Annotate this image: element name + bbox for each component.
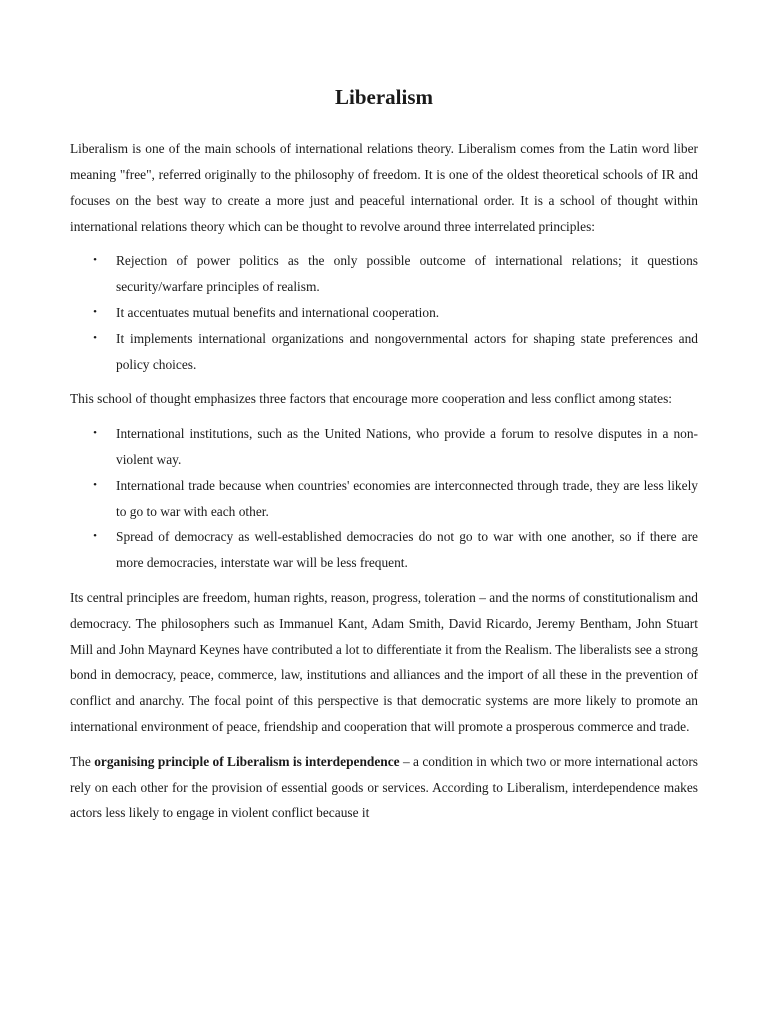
list-item [70, 248, 698, 300]
bullet-icon: • [93, 254, 97, 267]
factors-intro-paragraph: This school of thought emphasizes three factors that encourage more cooperation and less conflict among states: [70, 391, 673, 407]
bullet-icon: • [93, 331, 97, 344]
list-item-text: International trade because when countries' economies are interconnected through trade, they are less likely to go to war with each other. [116, 477, 698, 519]
list-item-text: It implements international organizations and nongovernmental actors for shaping state preferences and policy choices. [116, 330, 698, 372]
bullet-icon: • [93, 478, 97, 491]
interdependence-lead: The [70, 753, 95, 769]
list-item [70, 300, 698, 326]
principles-list [70, 248, 698, 377]
interdependence-paragraph [70, 749, 698, 826]
document-page [70, 85, 698, 835]
factors-list [70, 421, 698, 576]
bullet-icon: • [93, 427, 97, 440]
list-item-text: Rejection of power politics as the only possible outcome of international relations; it questions security/warfare principles of realism. [116, 253, 698, 295]
interdependence-rest: – a condition in which two or more international actors rely on each other for the provision of essential goods or services. According to Liberalism, interdependence makes actors less likely to engage in violent conflict because it [70, 753, 698, 821]
list-item [70, 524, 698, 576]
bullet-icon: • [93, 530, 97, 543]
list-item [70, 473, 698, 525]
list-item-text: Spread of democracy as well-established democracies do not go to war with one another, so if there are more democracies, interstate war will be less frequent. [116, 529, 698, 571]
list-item-text: It accentuates mutual benefits and international cooperation. [116, 304, 440, 320]
list-item-text: International institutions, such as the United Nations, who provide a forum to resolve disputes in a non-violent way. [116, 426, 698, 467]
bullet-icon: • [93, 305, 97, 318]
interdependence-bold-phrase: organising principle of Liberalism is interdependence [94, 753, 400, 769]
list-item [70, 326, 698, 378]
central-principles-paragraph: Its central principles are freedom, human rights, reason, progress, toleration – and the norms of constitutionalism and democracy. The philosophers such as Immanuel Kant, Adam Smith, David Ricardo, Jeremy Bentham, John Stuart Mill and John Maynard Keynes have contributed a lot to differentiate it from the Realism. The liberalists see a strong bond in democracy, peace, commerce, law, institutions and alliances and the import of all these in the prevention of conflict and anarchy. The focal point of this perspective is that democratic systems are more likely to promote an international environment of peace, friendship and cooperation that will promote a prosperous commerce and trade. [70, 589, 698, 734]
list-item [70, 421, 698, 473]
intro-paragraph: Liberalism is one of the main schools of international relations theory. Liberalism comes from the Latin word liber meaning "free", referred originally to the philosophy of freedom. It is one of the oldest theoretical schools of IR and focuses on the best way to create a more just and peaceful international order. It is a school of thought within international relations theory which can be thought to revolve around three interrelated principles: [70, 141, 698, 234]
document-title: Liberalism [335, 85, 433, 109]
